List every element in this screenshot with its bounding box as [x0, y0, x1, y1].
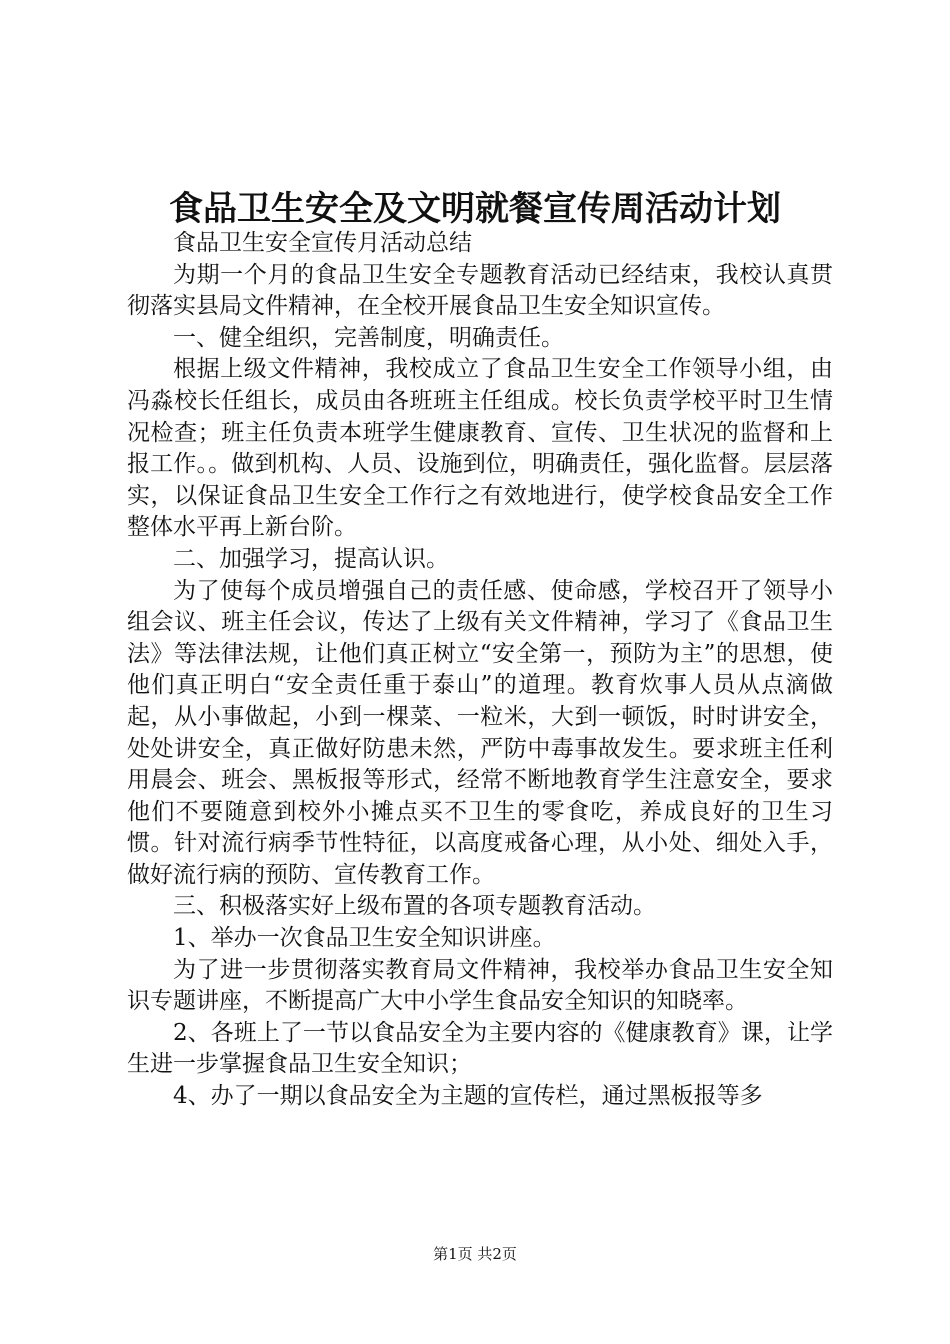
document-title: 食品卫生安全及文明就餐宣传周活动计划	[169, 189, 781, 229]
page-footer: 第1页 共2页	[433, 1245, 517, 1263]
section-heading: 一、健全组织，完善制度，明确责任。	[173, 324, 564, 351]
paragraph: 为了进一步贯彻落实教育局文件精神，我校举办食品卫生安全知识专题讲座，不断提高广大中小学生食品安全知识的知晓率。	[127, 956, 833, 1015]
document-body	[127, 228, 833, 1113]
list-item: 2、各班上了一节以食品安全为主要内容的《健康教育》课，让学生进一步掌握食品卫生安全知识；	[127, 1019, 833, 1078]
section-heading: 三、积极落实好上级布置的各项专题教育活动。	[173, 893, 656, 920]
paragraph: 根据上级文件精神，我校成立了食品卫生安全工作领导小组，由冯淼校长任组长，成员由各班班主任组成。校长负责学校平时卫生情况检查；班主任负责本班学生健康教育、宣传、卫生状况的监督和上报工作。。做到机构、人员、设施到位，明确责任，强化监督。层层落实，以保证食品卫生安全工作行之有效地进行，使学校食品安全工作整体水平再上新台阶。	[127, 356, 833, 541]
section-heading: 二、加强学习，提高认识。	[173, 545, 449, 572]
paragraph-subtitle: 食品卫生安全宣传月活动总结	[173, 230, 472, 256]
paragraph: 为期一个月的食品卫生安全专题教育活动已经结束，我校认真贯彻落实县局文件精神，在全校开展食品卫生安全知识宣传。	[127, 261, 833, 320]
paragraph: 为了使每个成员增强自己的责任感、使命感，学校召开了领导小组会议、班主任会议，传达了上级有关文件精神，学习了《食品卫生法》等法律法规，让他们真正树立“安全第一，预防为主”的思想，使他们真正明白“安全责任重于泰山”的道理。教育炊事人员从点滴做起，从小事做起，小到一棵菜、一粒米，大到一顿饭，时时讲安全，处处讲安全，真正做好防患未然，严防中毒事故发生。要求班主任利用晨会、班会、黑板报等形式，经常不断地教育学生注意安全，要求他们不要随意到校外小摊点买不卫生的零食吃，养成良好的卫生习惯。针对流行病季节性特征，以高度戒备心理，从小处、细处入手，做好流行病的预防、宣传教育工作。	[127, 577, 833, 888]
list-item: 4、办了一期以食品安全为主题的宣传栏，通过黑板报等多	[173, 1083, 763, 1110]
list-item-heading: 1、举办一次食品卫生安全知识讲座。	[173, 925, 556, 952]
